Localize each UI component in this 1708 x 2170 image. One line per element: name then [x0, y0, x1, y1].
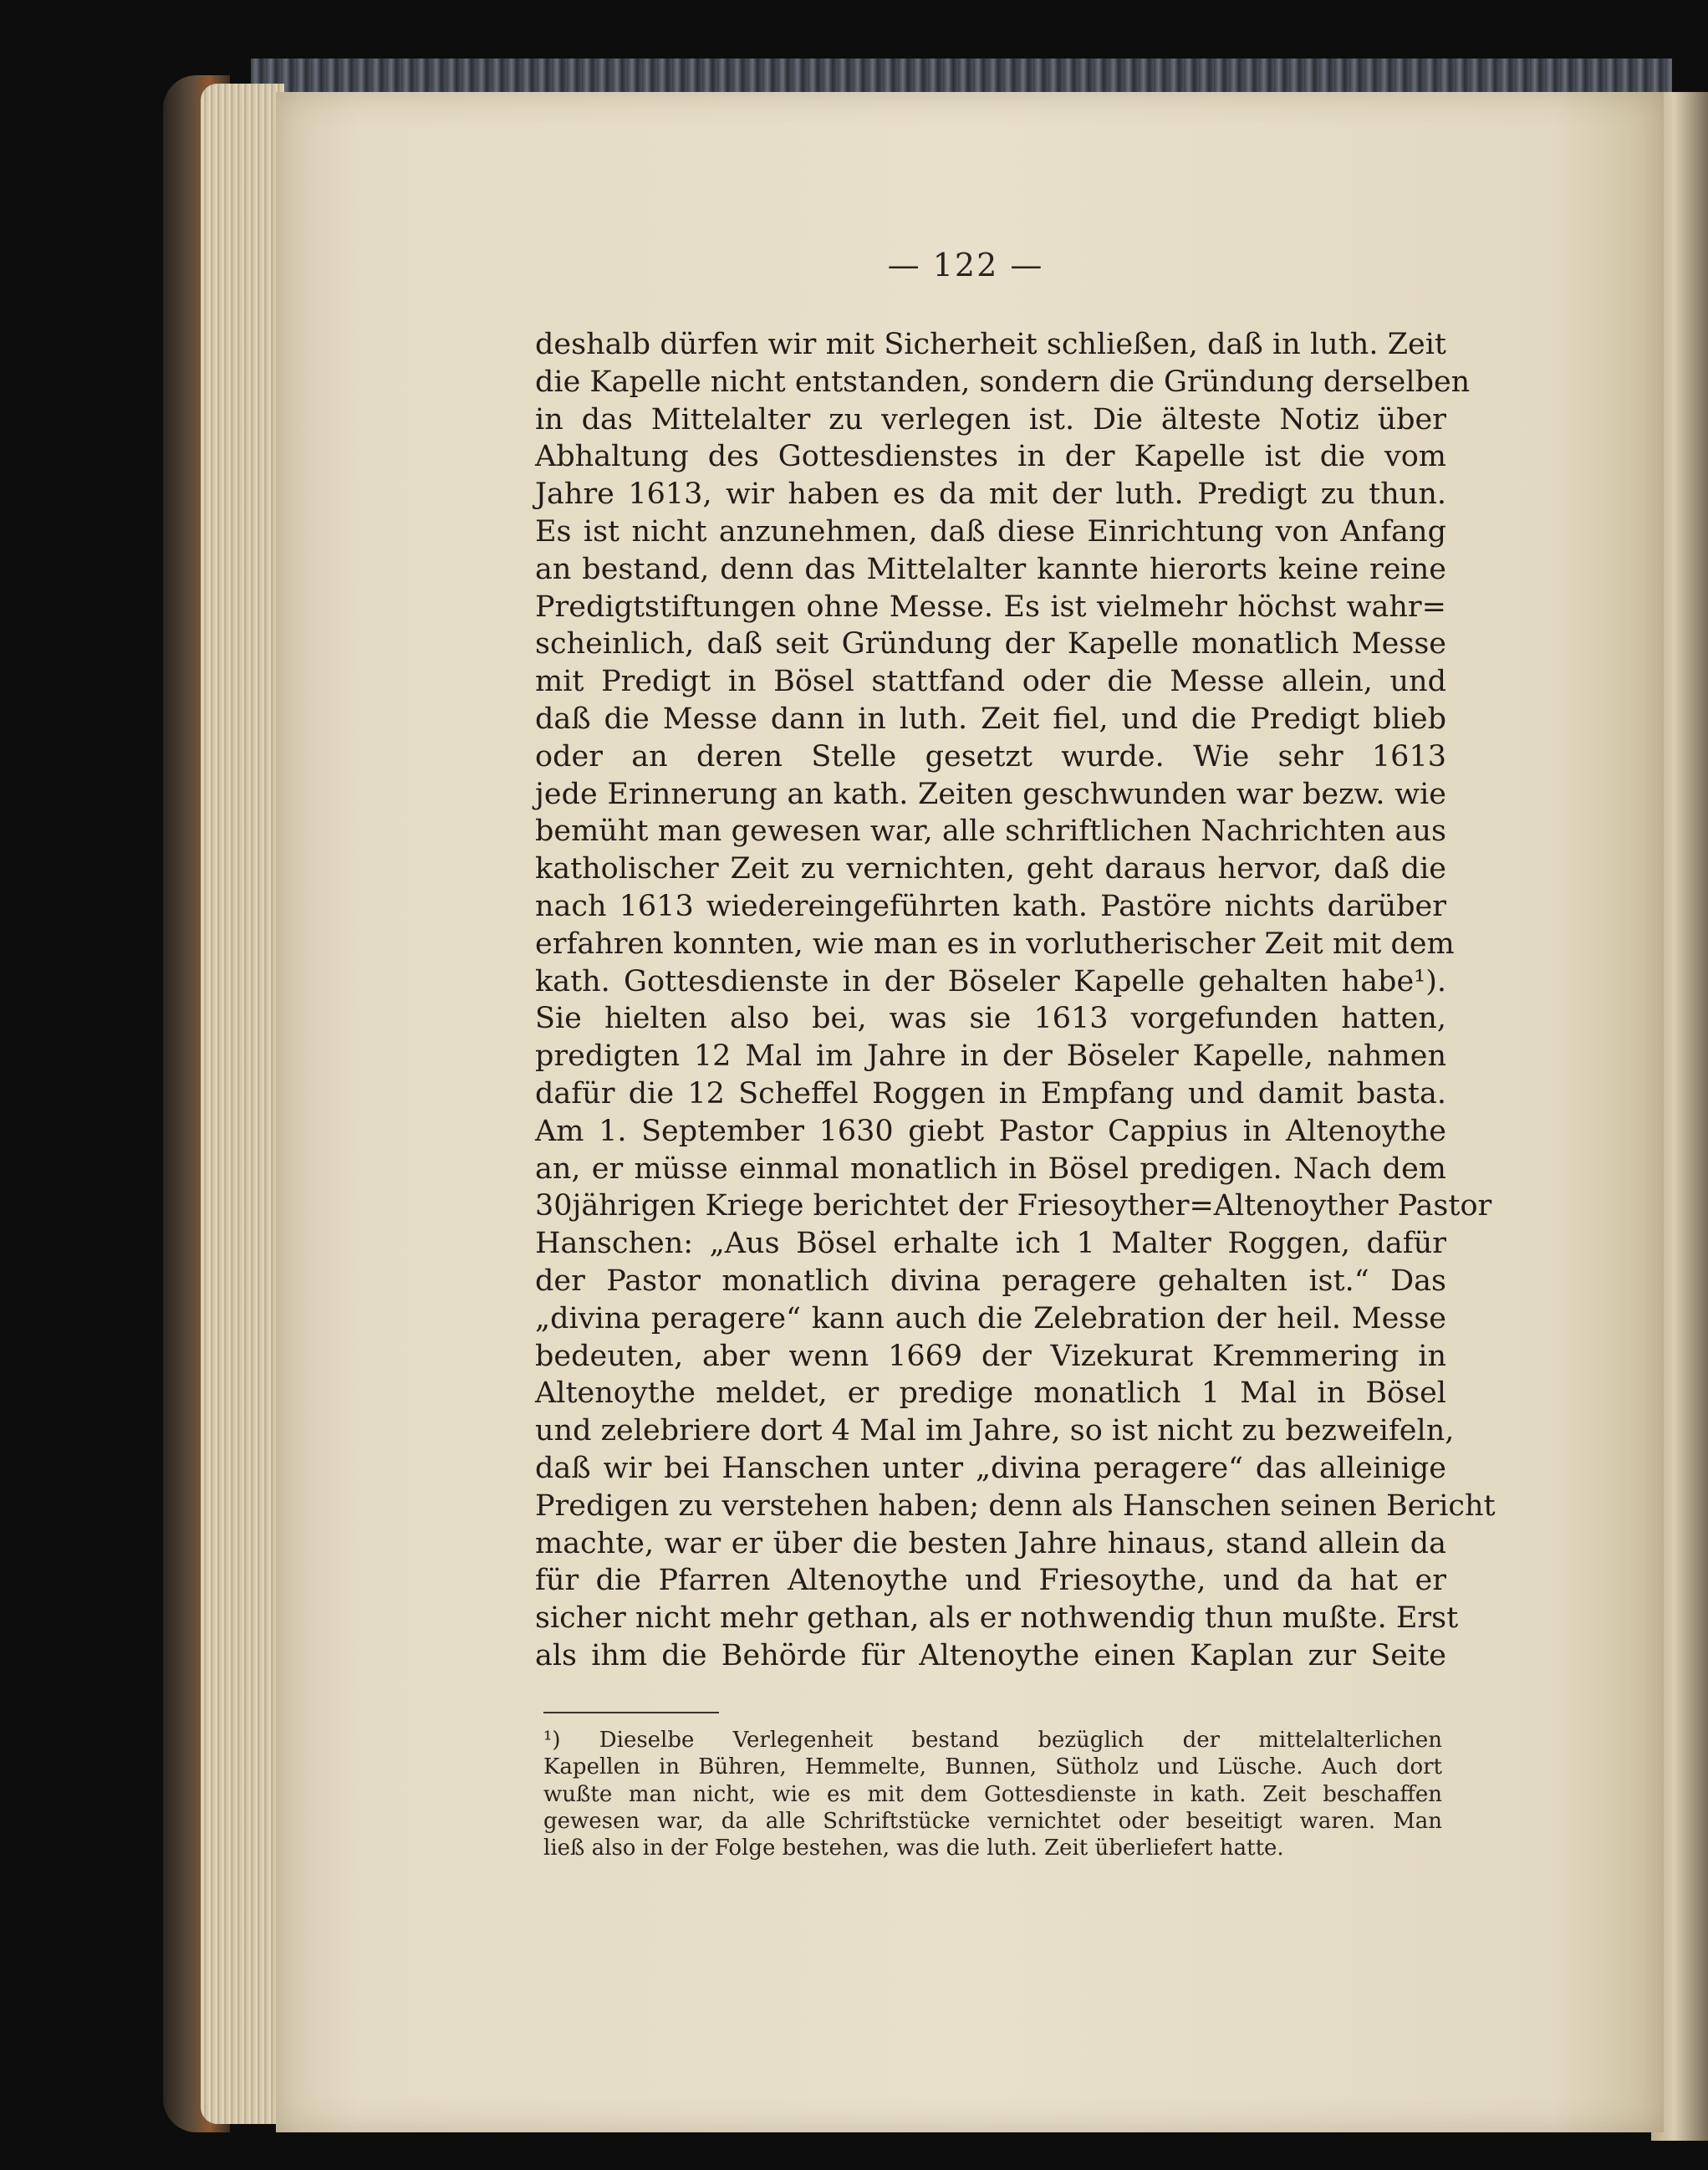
text-line: und zelebriere dort 4 Mal im Jahre, so ist nicht zu bezweifeln,: [535, 1414, 1455, 1448]
text-line: Jahre 1613, wir haben es da mit der luth. Predigt zu thun.: [535, 477, 1446, 512]
text-line: sicher nicht mehr gethan, als er nothwendig thun mußte. Erst: [535, 1601, 1459, 1636]
text-line: predigten 12 Mal im Jahre in der Böseler Kapelle, nahmen: [535, 1039, 1446, 1074]
text-line: dafür die 12 Scheffel Roggen in Empfang und damit basta.: [535, 1076, 1446, 1111]
text-line: erfahren konnten, wie man es in vorlutherischer Zeit mit dem: [535, 927, 1455, 961]
footnote-line: Kapellen in Bühren, Hemmelte, Bunnen, Sütholz und Lüsche. Auch dort: [543, 1754, 1442, 1780]
text-line: jede Erinnerung an kath. Zeiten geschwunden war bezw. wie: [535, 777, 1446, 811]
text-line: nach 1613 wiedereingeführten kath. Pastöre nichts darüber: [535, 889, 1446, 923]
text-line: Altenoythe meldet, er predige monatlich 1 Mal in Bösel: [535, 1376, 1446, 1411]
text-line: daß die Messe dann in luth. Zeit fiel, und die Predigt blieb: [535, 702, 1446, 736]
text-line: an bestand, denn das Mittelalter kannte hierorts keine reine: [535, 552, 1446, 586]
text-line: Am 1. September 1630 giebt Pastor Cappius in Altenoythe: [535, 1114, 1446, 1148]
book-spine-top: [251, 59, 1672, 92]
footnote-line: ¹) Dieselbe Verlegenheit bestand bezüglich der mittelalterlichen: [543, 1728, 1442, 1753]
text-line: an, er müsse einmal monatlich in Bösel predigen. Nach dem: [535, 1151, 1446, 1186]
text-line: kath. Gottesdienste in der Böseler Kapelle gehalten habe¹).: [535, 964, 1446, 998]
page-stack-edges: [201, 84, 284, 2124]
text-line: als ihm die Behörde für Altenoythe einen Kaplan zur Seite: [535, 1638, 1446, 1672]
footnote-separator: [543, 1712, 719, 1713]
text-line: „divina peragere“ kann auch die Zelebration der heil. Messe: [535, 1301, 1446, 1335]
footnote-line: wußte man nicht, wie es mit dem Gottesdienste in kath. Zeit beschaffen: [543, 1781, 1442, 1807]
text-line: oder an deren Stelle gesetzt wurde. Wie sehr 1613: [535, 739, 1446, 774]
text-line: in das Mittelalter zu verlegen ist. Die älteste Notiz über: [535, 402, 1446, 437]
text-line: der Pastor monatlich divina peragere gehalten ist.“ Das: [535, 1264, 1446, 1298]
text-line: für die Pfarren Altenoythe und Friesoythe, und da hat er: [535, 1564, 1446, 1598]
text-line: deshalb dürfen wir mit Sicherheit schließen, daß in luth. Zeit: [535, 328, 1446, 361]
text-line: die Kapelle nicht entstanden, sondern die Gründung derselben: [535, 365, 1471, 399]
text-line: bedeuten, aber wenn 1669 der Vizekurat Kremmering in: [535, 1339, 1446, 1373]
text-line: Predigen zu verstehen haben; denn als Hanschen seinen Bericht: [535, 1488, 1496, 1523]
text-line: Hanschen: „Aus Bösel erhalte ich 1 Malter Roggen, dafür: [535, 1227, 1446, 1261]
page-number: — 122 —: [887, 247, 1044, 283]
footnote: [543, 1727, 1442, 1861]
text-line: machte, war er über die besten Jahre hinaus, stand allein da: [535, 1526, 1446, 1560]
text-line: katholischer Zeit zu vernichten, geht daraus hervor, daß die: [535, 852, 1446, 886]
text-line: daß wir bei Hanschen unter „divina peragere“ das alleinige: [535, 1451, 1446, 1485]
text-line: scheinlich, daß seit Gründung der Kapelle monatlich Messe: [535, 627, 1446, 661]
text-line: Abhaltung des Gottesdienstes in der Kapelle ist die vom: [535, 440, 1446, 474]
text-line: bemüht man gewesen war, alle schriftlichen Nachrichten aus: [535, 814, 1446, 849]
body-text: [535, 326, 1496, 1675]
text-line: Predigtstiftungen ohne Messe. Es ist vielmehr höchst wahr=: [535, 590, 1446, 624]
text-line: 30jährigen Kriege berichtet der Friesoyther=Altenoyther Pastor: [535, 1189, 1492, 1223]
footnote-line: gewesen war, da alle Schriftstücke vernichtet oder beseitigt waren. Man: [543, 1808, 1442, 1834]
text-line: Sie hielten also bei, was sie 1613 vorgefunden hatten,: [535, 1002, 1446, 1036]
text-line: Es ist nicht anzunehmen, daß diese Einrichtung von Anfang: [535, 514, 1446, 549]
text-line: mit Predigt in Bösel stattfand oder die Messe allein, und: [535, 665, 1446, 699]
footnote-line: ließ also in der Folge bestehen, was die luth. Zeit überliefert hatte.: [543, 1836, 1284, 1861]
